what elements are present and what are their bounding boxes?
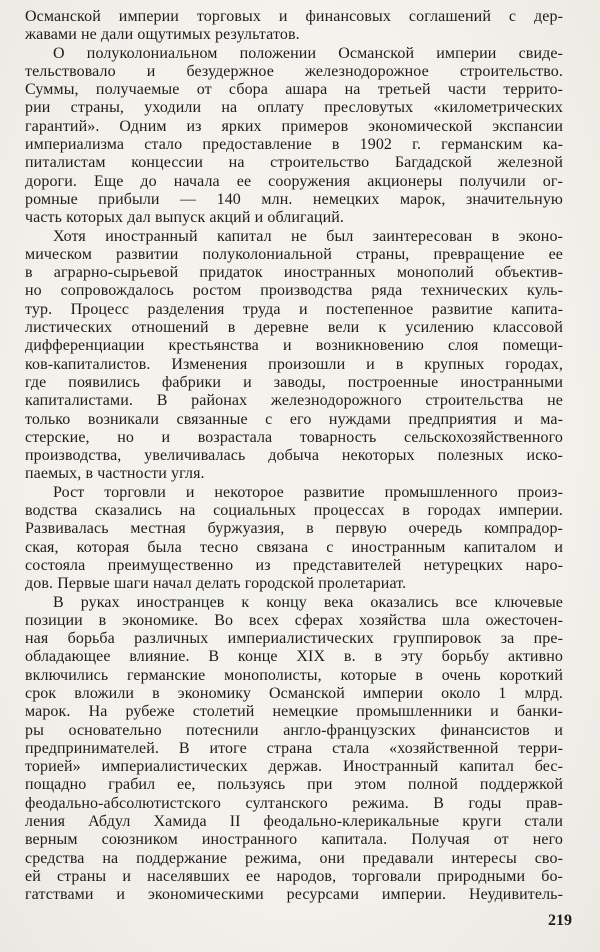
text-line: но сопровождалось ростом производства ряда технических куль- (25, 282, 563, 300)
text-line: рии страны, уходили на оплату пресловутых «километрических (25, 99, 563, 117)
text-line: дороги. Еще до начала ее сооружения акционеры получили ог- (25, 172, 563, 190)
text-line: марок. На рубеже столетий немецкие промышленники и банки- (25, 703, 563, 721)
text-line: ры основательно потеснили англо-французских финансистов и (25, 721, 563, 739)
text-line: в аграрно-сырьевой придаток иностранных монополий объектив- (25, 264, 563, 282)
text-line: тур. Процесс разделения труда и постепенное развитие капита- (25, 300, 563, 318)
text-line: О полуколониальном положении Османской империи свиде- (53, 44, 563, 62)
text-line: ская, которая была тесно связана с иностранным капиталом и (25, 538, 563, 556)
text-line: капиталистами. В районах железнодорожного строительства не (25, 392, 563, 410)
text-line: пощадно грабил ее, пользуясь при этом полной поддержкой (25, 776, 563, 794)
text-line: часть которых дал выпуск акций и облигаций. (25, 209, 344, 227)
text-line: дифференциации крестьянства и возникновению слоя помещи- (25, 337, 563, 355)
text-line: Развивалась местная буржуазия, в первую очередь компрадор- (25, 520, 563, 538)
text-line: включились германские монополисты, которые в очень короткий (25, 666, 563, 684)
text-line: питалистам концессии на строительство Багдадской железной (25, 154, 563, 172)
text-line: ления Абдул Хамида II феодально-клерикальные круги стали (25, 813, 563, 831)
text-line: срок вложили в экономику Османской империи около 1 млрд. (25, 684, 563, 702)
text-line: феодально-абсолютистского султанского режима. В годы прав- (25, 794, 563, 812)
text-line: средства на поддержание режима, они предавали интересы сво- (25, 849, 563, 867)
text-line: где появились фабрики и заводы, построенные иностранными (25, 373, 563, 391)
text-line: ков-капиталистов. Изменения произошли и в крупных городах, (25, 355, 563, 373)
text-line: паемых, в частности угля. (25, 465, 205, 483)
text-line: торией» империалистических держав. Иностранный капитал бес- (25, 758, 563, 776)
text-line: Хотя иностранный капитал не был заинтересован в эконо- (53, 227, 563, 245)
text-line: империализма стало предоставление в 1902 г. германским ка- (25, 136, 563, 154)
text-line: предпринимателей. В итоге страна стала «хозяйственной терри- (25, 739, 563, 757)
text-line: гарантий». Одним из ярких примеров экономической экспансии (25, 117, 563, 135)
text-line: дов. Первые шаги начал делать городской пролетариат. (25, 575, 407, 593)
text-line: стерские, но и возрастала товарность сельскохозяйственного (25, 428, 563, 446)
text-line: листических отношений в деревне вели к усилению классовой (25, 319, 563, 337)
text-line: ей страны и населявших ее народов, торговали природными бо- (25, 867, 563, 885)
text-line: позиции в экономике. Во всех сферах хозяйства шла ожесточен- (25, 611, 563, 629)
text-line: производства, увеличивалась добыча некоторых полезных иско- (25, 447, 563, 465)
text-line: Суммы, получаемые от сбора ашара на третьей части террито- (25, 81, 563, 99)
text-line: только возникали связанные с его нуждами предприятия и ма- (25, 410, 563, 428)
text-block (25, 8, 563, 905)
text-line: обладающее влияние. В конце XIX в. в эту борьбу активно (25, 648, 563, 666)
page-number: 219 (548, 912, 572, 929)
text-line: В руках иностранцев к концу века оказались все ключевые (53, 593, 563, 611)
text-line: мическом развитии полуколониальной страны, превращение ее (25, 245, 563, 263)
text-line: гатствами и экономическими ресурсами империи. Неудивитель- (25, 886, 563, 904)
text-line: верным союзником иностранного капитала. Получая от него (25, 831, 563, 849)
text-line: состояла преимущественно из представителей нетурецких наро- (25, 556, 563, 574)
text-line: ромные прибыли — 140 млн. немецких марок, значительную (25, 190, 563, 208)
text-line: водства сказались на социальных процессах в городах империи. (25, 502, 563, 520)
text-line: ная борьба различных империалистических группировок за пре- (25, 630, 563, 648)
text-line: жавами не дали ощутимых результатов. (25, 26, 300, 44)
text-line: тельствовало и безудержное железнодорожное строительство. (25, 62, 563, 80)
text-line: Османской империи торговых и финансовых соглашений с дер- (25, 8, 563, 25)
text-line: Рост торговли и некоторое развитие промышленного произ- (53, 483, 563, 501)
